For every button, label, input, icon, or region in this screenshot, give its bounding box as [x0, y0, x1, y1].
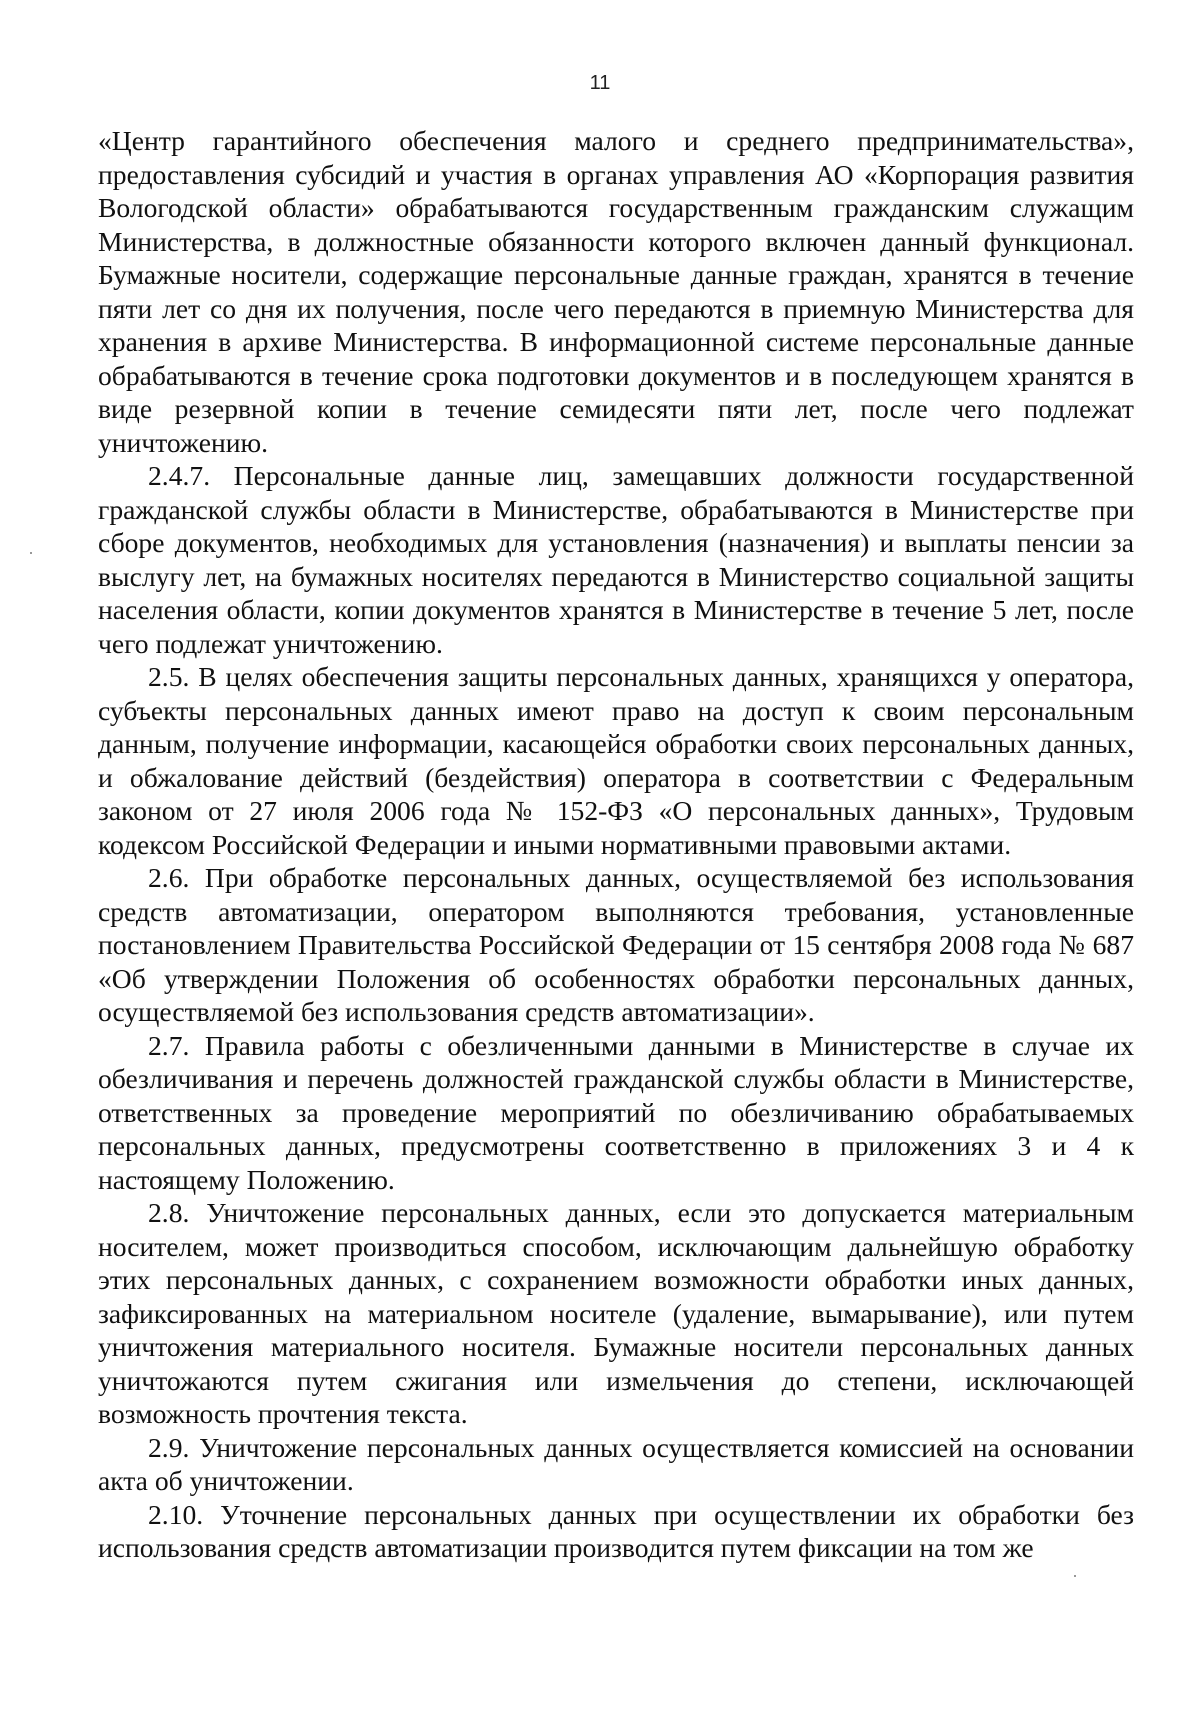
paragraph-2-6: 2.6. При обработке персональных данных, осуществляемой без использования средств автоматизации, оператором выполняются требования, установленные постановлением Правительства Российской Федерации от 15 сентября 2008 года № 687 «Об утверждении Положения об особенностях обработки персональных данных, осуществляемой без использования средств автоматизации».: [98, 862, 1134, 1027]
page-number: 11: [589, 72, 611, 94]
paragraph-2-8: 2.8. Уничтожение персональных данных, если это допускается материальным носителем, может производиться способом, исключающим дальнейшую обработку этих персональных данных, с сохранением возможности обработки иных данных, зафиксированных на материальном носителе (удаление, вымарывание), или путем уничтожения материального носителя. Бумажные носители персональных данных уничтожаются путем сжигания или измельчения до степени, исключающей возможность прочтения текста.: [98, 1197, 1134, 1429]
paragraph-continuation: «Центр гарантийного обеспечения малого и среднего предпринимательства», предоставления субсидий и участия в органах управления АО «Корпорация развития Вологодской области» обрабатываются государственным гражданским служащим Министерства, в должностные обязанности которого включен данный функционал. Бумажные носители, содержащие персональные данные граждан, хранятся в течение пяти лет со дня их получения, после чего передаются в приемную Министерства для хранения в архиве Министерства. В информационной системе персональные данные обрабатываются в течение срока подготовки документов и в последующем хранятся в виде резервной копии в течение семидесяти пяти лет, после чего подлежат уничтожению.: [98, 125, 1134, 458]
paragraph-2-9: 2.9. Уничтожение персональных данных осуществляется комиссией на основании акта об уничтожении.: [98, 1431, 1134, 1496]
paragraph-2-4-7: 2.4.7. Персональные данные лиц, замещавших должности государственной гражданской службы области в Министерстве, обрабатываются в Министерстве при сборе документов, необходимых для установления (назначения) и выплаты пенсии за выслугу лет, на бумажных носителях передаются в Министерство социальной защиты населения области, копии документов хранятся в Министерстве в течение 5 лет, после чего подлежат уничтожению.: [98, 460, 1134, 659]
paragraph-2-7: 2.7. Правила работы с обезличенными данными в Министерстве в случае их обезличивания и перечень должностей гражданской службы области в Министерстве, ответственных за проведение мероприятий по обезличиванию обрабатываемых персональных данных, предусмотрены соответственно в приложениях 3 и 4 к настоящему Положению.: [98, 1029, 1134, 1195]
scan-speck: [30, 552, 32, 554]
paragraph-2-5: 2.5. В целях обеспечения защиты персональных данных, хранящихся у оператора, субъекты персональных данных имеют право на доступ к своим персональным данным, получение информации, касающейся обработки своих персональных данных, и обжалование действий (бездействия) оператора в соответствии с Федеральным законом от 27 июля 2006 года № 152-ФЗ «О персональных данных», Трудовым кодексом Российской Федерации и иными нормативными правовыми актами.: [98, 661, 1134, 860]
scan-speck: [1074, 1575, 1076, 1577]
document-body: [98, 124, 1134, 1565]
paragraph-2-10: 2.10. Уточнение персональных данных при осуществлении их обработки без использования средств автоматизации производится путем фиксации на том же: [98, 1498, 1134, 1563]
